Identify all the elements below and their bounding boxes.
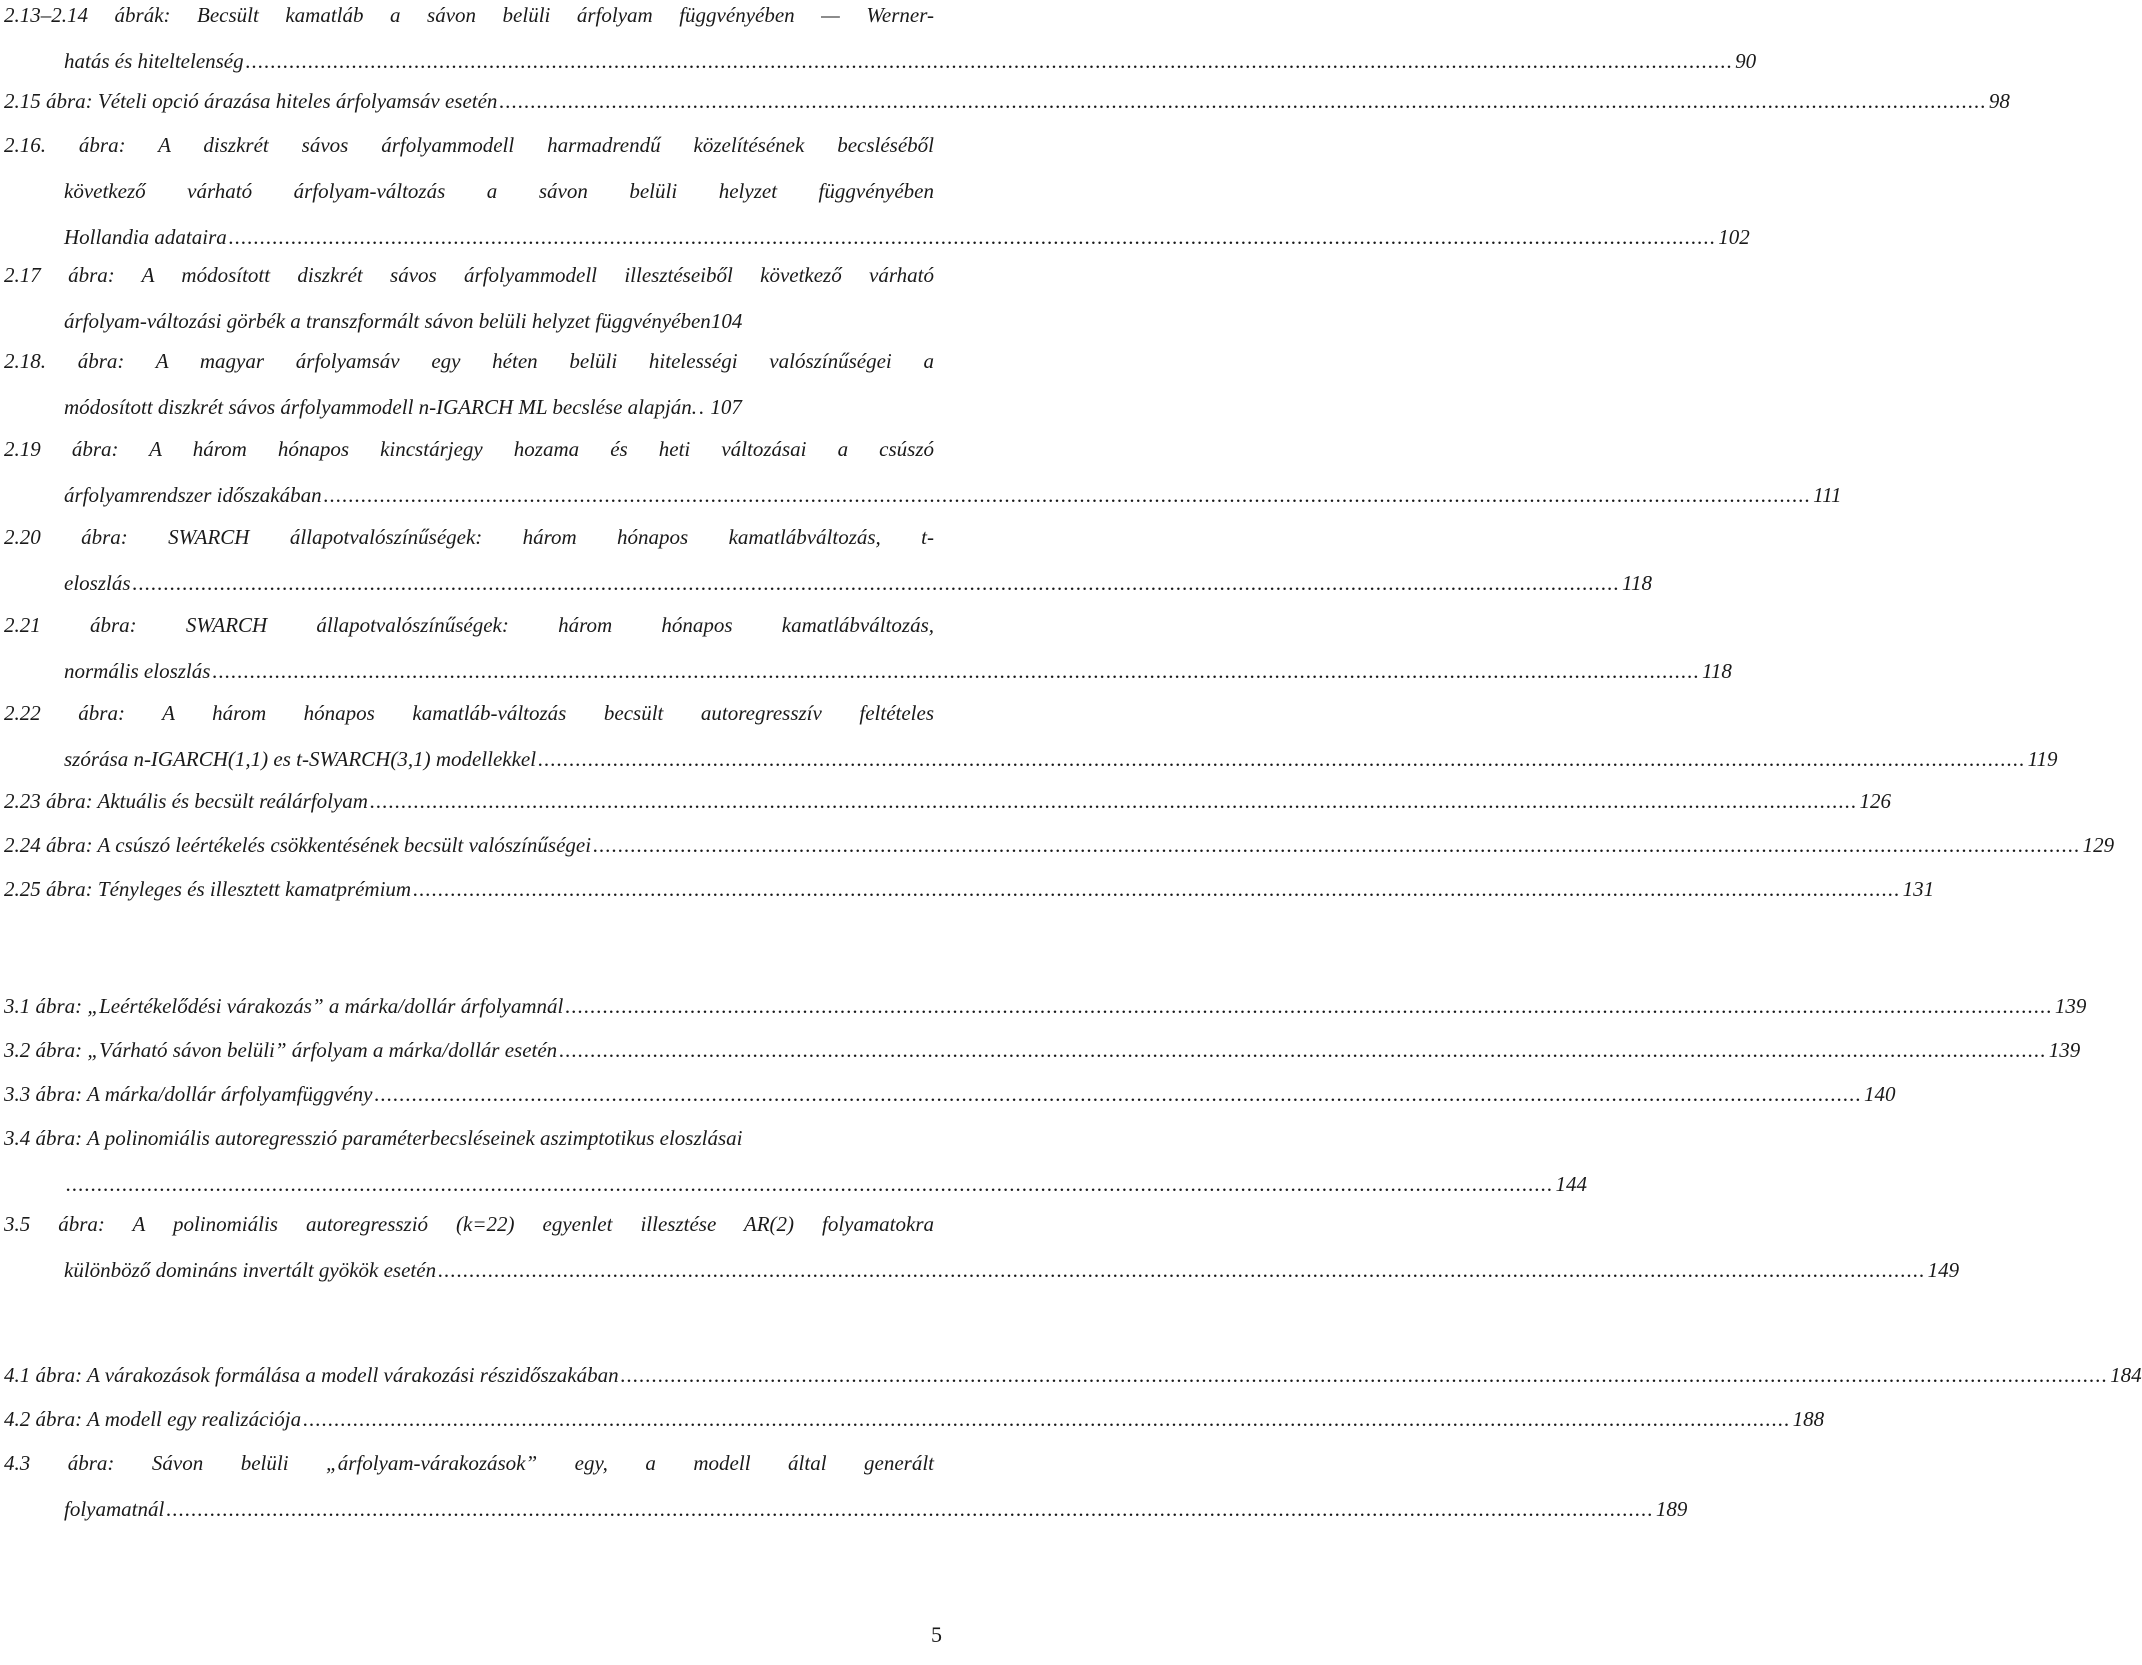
toc-page: 140 [1863,1082,1896,1106]
toc-page: 90 [1735,49,1757,73]
toc-page: 149 [1927,1258,1960,1282]
toc-page: 118 [1622,571,1652,595]
toc-page: 119 [2027,747,2058,771]
toc-page: 126 [1859,789,1891,813]
toc-entry [4,252,934,344]
toc-line: 2.23 ábra: Aktuális és becsült reálárfolyam ..... 126 [4,778,934,824]
toc-entry [4,426,1842,518]
toc-page: 189 [1655,1497,1688,1521]
toc-line: eloszlás ..... 118 [4,560,934,606]
toc-entry [4,690,2058,782]
dot-leader [538,736,2026,782]
dot-leader [593,822,2081,868]
toc-line: folyamatnál ..... 189 [4,1486,934,1532]
toc-line: 4.2 ábra: A modell egy realizációja ..... 188 [4,1396,934,1442]
toc-entry [4,122,1750,260]
dot-leader [413,866,1901,912]
toc-line: Hollandia adataira ..... 102 [4,214,934,260]
toc-page: 188 [1792,1407,1825,1431]
toc-line: különböző domináns invertált gyökök esetén ..... 149 [4,1247,934,1293]
toc-line: következő várható árfolyam-változás a sávon belüli helyzet függvényében [64,179,934,203]
toc-entry [4,983,2087,1029]
dot-leader [166,1486,1654,1532]
toc-line: 3.3 ábra: A márka/dollár árfolyamfüggvény ..... 140 [4,1071,934,1117]
toc-entry [4,78,2010,124]
toc-page: 118 [1701,659,1732,683]
toc-line: 2.25 ábra: Tényleges és illesztett kamatprémium ..... 131 [4,866,934,912]
toc-entry [4,1027,2081,1073]
page-number: 5 [931,1622,942,1647]
dot-leader [565,983,2053,1029]
toc-entry [4,1396,1825,1442]
toc-line: 3.2 ábra: „Várható sávon belüli” árfolyam a márka/dollár esetén ..... 139 [4,1027,934,1073]
toc-entry [4,1440,1688,1532]
dot-leader [621,1352,2109,1398]
toc-page: 129 [2082,833,2115,857]
toc-page: 98 [1988,89,2010,113]
toc-line: 2.20 ábra: SWARCH állapotvalószínűségek: három hónapos kamatlábváltozás, t- [4,525,934,549]
toc-entry [4,1201,1960,1293]
toc-line: 4.1 ábra: A várakozások formálása a modell várakozási részidőszakában ..... 184 [4,1352,934,1398]
toc-entry [4,338,934,430]
toc-line: 2.13–2.14 ábrák: Becsült kamatláb a sávon belüli árfolyam függvényében — Werner- [4,3,934,27]
toc-page: 131 [1902,877,1935,901]
toc-entry [4,514,1652,606]
dot-leader [212,648,1700,694]
toc-entry [4,1352,2142,1398]
dot-leader [374,1071,1862,1117]
toc-page: 144 [1555,1172,1587,1196]
toc-entry [4,1115,1587,1207]
toc-line: árfolyamrendszer időszakában ..... 111 [4,472,934,518]
dot-leader [370,778,1858,824]
toc-page: 184 [2110,1363,2142,1387]
toc-entry [4,0,1757,84]
toc-line: normális eloszlás ..... 118 [4,648,934,694]
dot-leader [559,1027,2047,1073]
toc-line: hatás és hiteltelenség ..... 90 [4,38,934,84]
toc-page: 139 [2048,1038,2081,1062]
toc-line: 4.3 ábra: Sávon belüli „árfolyam-várakozások” egy, a modell által generált [4,1451,934,1475]
toc-entry [4,822,2115,868]
toc-line: 3.4 ábra: A polinomiális autoregresszió paraméterbecsléseinek aszimptotikus eloszlásai [4,1126,743,1150]
toc-line: szórása n-IGARCH(1,1) es t-SWARCH(3,1) modellekkel ..... 119 [4,736,934,782]
toc-line: árfolyam-változási görbék a transzformált sávon belüli helyzet függvényében 104 [4,298,934,344]
toc-page: 107 [710,395,742,419]
toc-line: 3.1 ábra: „Leértékelődési várakozás” a márka/dollár árfolyamnál ..... 139 [4,983,934,1029]
toc-page: 102 [1718,225,1750,249]
toc-line: 2.16. ábra: A diszkrét sávos árfolyammodell harmadrendű közelítésének becsléséből [4,133,934,157]
toc-page: 139 [2054,994,2087,1018]
toc-line: 3.5 ábra: A polinomiális autoregresszió (k=22) egyenlet illesztése AR(2) folyamatokra [4,1212,934,1236]
toc-entry [4,602,1732,694]
toc-entry [4,866,1935,912]
toc-line: 2.24 ábra: A csúszó leértékelés csökkentésének becsült valószínűségei ..... 129 [4,822,934,868]
toc-line: 2.21 ábra: SWARCH állapotvalószínűségek: három hónapos kamatlábváltozás, [4,613,934,637]
toc-line: módosított diszkrét sávos árfolyammodell n-IGARCH ML becslése alapján. . 107 [4,384,934,430]
toc-line: 2.22 ábra: A három hónapos kamatláb-változás becsült autoregresszív feltételes [4,701,934,725]
toc-line: 2.19 ábra: A három hónapos kincstárjegy hozama és heti változásai a csúszó [4,437,934,461]
toc-entry [4,778,1891,824]
toc-entry [4,1071,1896,1117]
dot-leader [324,472,1812,518]
dot-leader [133,560,1621,606]
toc-line: 2.17 ábra: A módosított diszkrét sávos árfolyammodell illesztéseiből következő várható [4,263,934,287]
toc-page: 104 [710,309,743,333]
dot-leader [499,78,1987,124]
dot-leader [303,1396,1791,1442]
toc-line: 2.15 ábra: Vételi opció árazása hiteles árfolyamsáv esetén ..... 98 [4,78,934,124]
toc-page: 111 [1813,483,1842,507]
dot-leader [438,1247,1926,1293]
toc-line: 2.18. ábra: A magyar árfolyamsáv egy héten belüli hitelességi valószínűségei a [4,349,934,373]
